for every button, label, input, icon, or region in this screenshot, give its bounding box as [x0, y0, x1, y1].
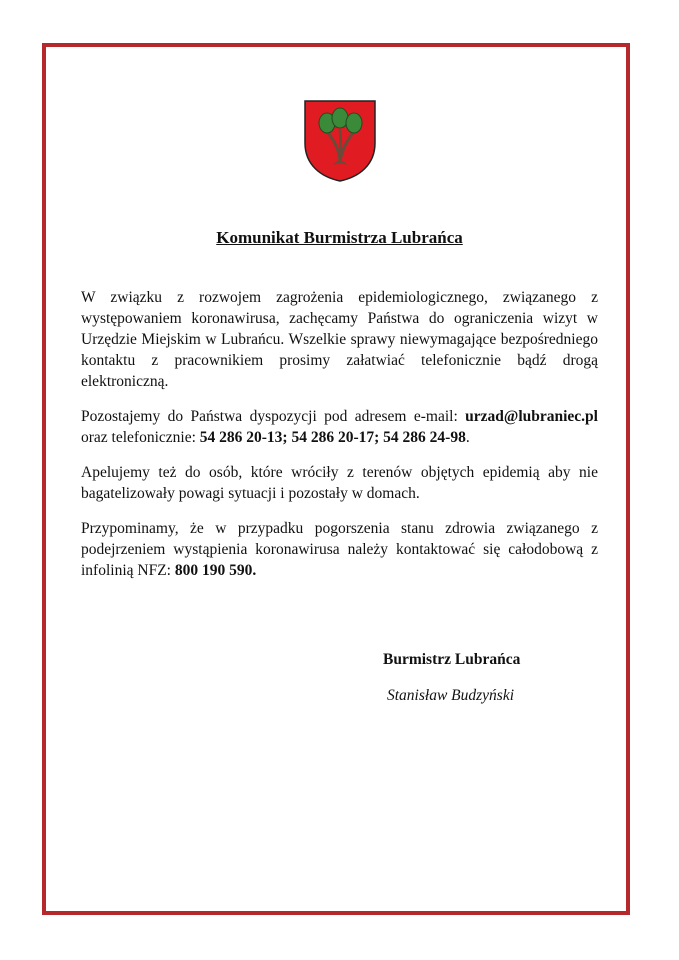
document-body: [81, 287, 598, 595]
signature-name: Stanisław Budzyński: [387, 687, 515, 704]
paragraph-3: Apelujemy też do osób, które wróciły z terenów objętych epidemią aby nie bagatelizowały powagi sytuacji i pozostały w domach.: [81, 464, 598, 502]
paragraph-2-end: .: [465, 429, 470, 446]
nfz-hotline-number: 800 190 590.: [174, 562, 257, 579]
paragraph-4-lead: Przypominamy, że w przypadku pogorszenia stanu zdrowia związanego z podejrzeniem wystąpienia koronawirusa należy kontaktować się całodobową z infolinią NFZ:: [81, 520, 598, 579]
paragraph-2: [81, 406, 598, 448]
coat-of-arms-icon: [303, 99, 377, 183]
document-title: Komunikat Burmistrza Lubrańca: [216, 228, 463, 247]
paragraph-2-lead: Pozostajemy do Państwa dyspozycji pod adresem e-mail:: [81, 408, 466, 425]
paragraph-1: W związku z rozwojem zagrożenia epidemiologicznego, związanego z występowaniem koronawirusa, zachęcamy Państwa do ograniczenia wizyt w Urzędzie Miejskim w Lubrańcu. Wszelkie sprawy niewymagające bezpośredniego kontaktu z pracownikiem prosimy załatwiać telefonicznie bądź drogą elektroniczną.: [81, 289, 598, 390]
paragraph-4: [81, 518, 598, 581]
paragraph-2-mid: oraz telefonicznie:: [81, 429, 200, 446]
phone-numbers: 54 286 20-13; 54 286 20-17; 54 286 24-98: [199, 429, 466, 446]
email-address: urzad@lubraniec.pl: [465, 408, 598, 425]
signature-title: Burmistrz Lubrańca: [383, 651, 521, 668]
